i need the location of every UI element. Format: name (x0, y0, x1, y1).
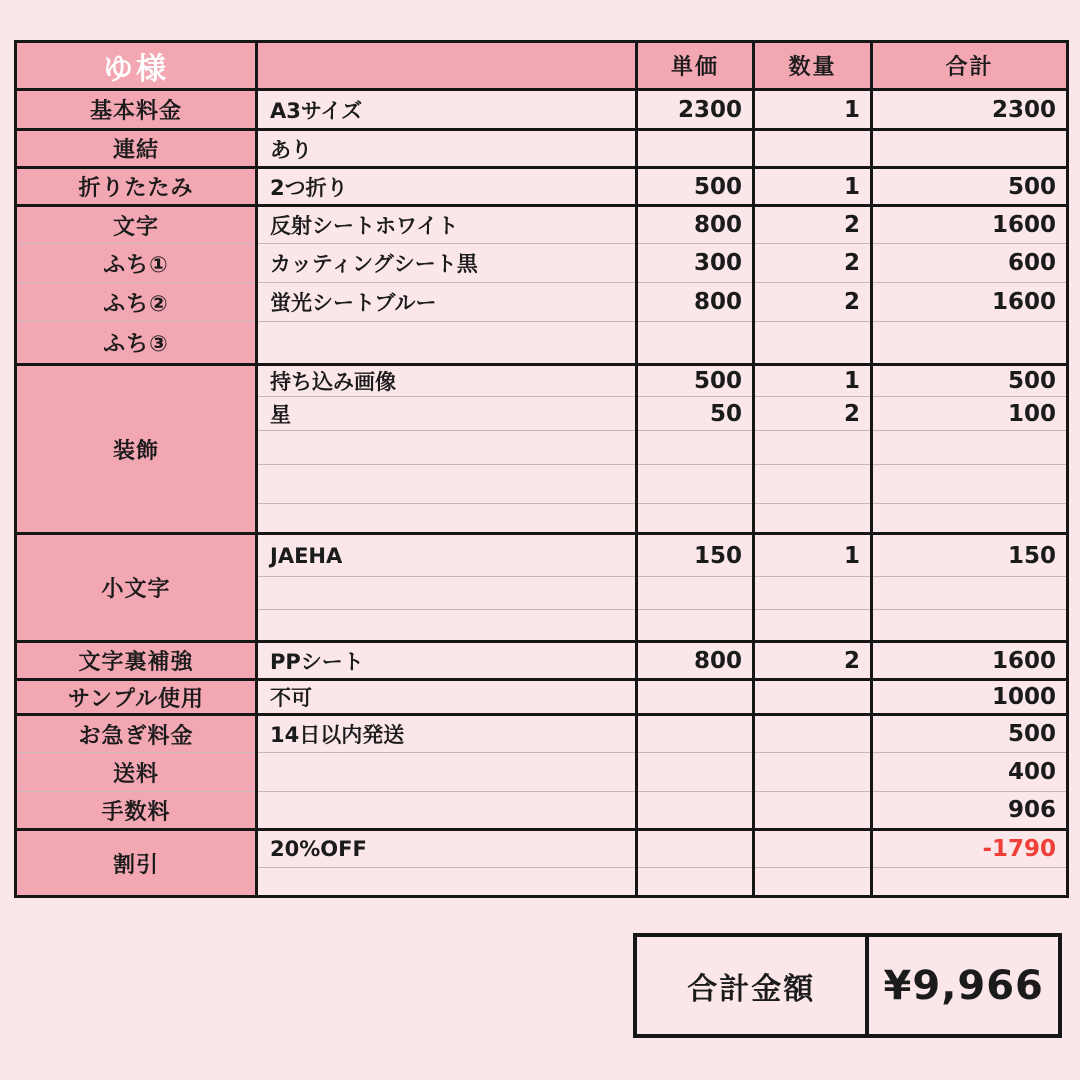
row-total: 500 (872, 365, 1068, 397)
grand-total-label: 合計金額 (637, 937, 869, 1034)
row-total: 1600 (872, 283, 1068, 322)
row-unit-price (637, 465, 754, 504)
row-qty (754, 465, 872, 504)
row-unit-price: 800 (637, 642, 754, 680)
row-desc (257, 465, 637, 504)
row-unit-price (637, 322, 754, 365)
row-qty (754, 753, 872, 792)
row-desc: カッティングシート黒 (257, 244, 637, 283)
grand-total-box (633, 933, 1062, 1038)
row-qty (754, 680, 872, 715)
row-qty: 2 (754, 397, 872, 431)
row-total (872, 504, 1068, 534)
row-unit-price (637, 715, 754, 753)
row-unit-price (637, 504, 754, 534)
row-qty: 1 (754, 168, 872, 206)
row-qty: 2 (754, 642, 872, 680)
row-label: 折りたたみ (16, 168, 257, 206)
row-label: ふち① (16, 244, 257, 283)
row-desc (257, 792, 637, 830)
row-total (872, 130, 1068, 168)
row-label: 文字裏補強 (16, 642, 257, 680)
col-header-quantity: 数量 (754, 42, 872, 90)
customer-name-cell: ゆ様 (16, 42, 257, 90)
row-unit-price (637, 130, 754, 168)
row-desc: 反射シートホワイト (257, 206, 637, 244)
row-desc: 星 (257, 397, 637, 431)
row-desc: 20%OFF (257, 830, 637, 868)
row-qty (754, 130, 872, 168)
row-total (872, 868, 1068, 897)
row-unit-price (637, 680, 754, 715)
row-unit-price: 50 (637, 397, 754, 431)
row-label: お急ぎ料金 (16, 715, 257, 753)
table-row (16, 642, 1068, 680)
row-label: 基本料金 (16, 90, 257, 130)
row-desc (257, 577, 637, 610)
row-qty: 2 (754, 206, 872, 244)
row-qty: 1 (754, 90, 872, 130)
row-unit-price (637, 431, 754, 465)
row-total: 500 (872, 715, 1068, 753)
row-label-group-discount: 割引 (16, 830, 257, 897)
row-desc (257, 610, 637, 642)
row-desc (257, 504, 637, 534)
row-desc: あり (257, 130, 637, 168)
row-qty (754, 868, 872, 897)
row-total: 100 (872, 397, 1068, 431)
row-unit-price (637, 792, 754, 830)
row-label: サンプル使用 (16, 680, 257, 715)
row-desc (257, 753, 637, 792)
row-unit-price: 150 (637, 534, 754, 577)
row-total (872, 431, 1068, 465)
row-total (872, 610, 1068, 642)
row-total: 600 (872, 244, 1068, 283)
table-row (16, 792, 1068, 830)
row-qty (754, 431, 872, 465)
row-label: ふち② (16, 283, 257, 322)
row-qty: 2 (754, 244, 872, 283)
row-desc: 2つ折り (257, 168, 637, 206)
col-header-description (257, 42, 637, 90)
row-unit-price (637, 830, 754, 868)
row-qty: 2 (754, 283, 872, 322)
row-total: 500 (872, 168, 1068, 206)
row-desc (257, 431, 637, 465)
row-label: 送料 (16, 753, 257, 792)
table-row (16, 206, 1068, 244)
row-unit-price (637, 868, 754, 897)
row-qty: 1 (754, 534, 872, 577)
row-total: 906 (872, 792, 1068, 830)
row-unit-price: 500 (637, 168, 754, 206)
row-unit-price: 300 (637, 244, 754, 283)
row-desc: 持ち込み画像 (257, 365, 637, 397)
row-label-group-decoration: 装飾 (16, 365, 257, 534)
row-label-group-small-letters: 小文字 (16, 534, 257, 642)
row-unit-price: 500 (637, 365, 754, 397)
row-qty (754, 715, 872, 753)
table-row (16, 534, 1068, 577)
row-label: ふち③ (16, 322, 257, 365)
price-table (14, 40, 1069, 898)
row-unit-price: 800 (637, 206, 754, 244)
col-header-unit-price: 単価 (637, 42, 754, 90)
table-row (16, 365, 1068, 397)
table-row (16, 830, 1068, 868)
row-desc: 蛍光シートブルー (257, 283, 637, 322)
row-desc (257, 322, 637, 365)
row-total (872, 465, 1068, 504)
row-unit-price (637, 610, 754, 642)
table-row (16, 680, 1068, 715)
row-desc (257, 868, 637, 897)
row-qty (754, 322, 872, 365)
row-desc: 14日以内発送 (257, 715, 637, 753)
row-total: 400 (872, 753, 1068, 792)
table-row (16, 168, 1068, 206)
table-row (16, 753, 1068, 792)
grand-total-value: ¥9,966 (883, 962, 1044, 1009)
row-unit-price (637, 577, 754, 610)
row-total-discount: -1790 (872, 830, 1068, 868)
table-row (16, 715, 1068, 753)
row-qty: 1 (754, 365, 872, 397)
row-desc: JAEHA (257, 534, 637, 577)
table-row (16, 130, 1068, 168)
row-label: 文字 (16, 206, 257, 244)
row-unit-price: 2300 (637, 90, 754, 130)
row-qty (754, 577, 872, 610)
row-total (872, 322, 1068, 365)
row-total: 2300 (872, 90, 1068, 130)
row-desc: A3サイズ (257, 90, 637, 130)
table-row (16, 322, 1068, 365)
row-total: 150 (872, 534, 1068, 577)
table-row (16, 90, 1068, 130)
row-qty (754, 830, 872, 868)
table-row (16, 283, 1068, 322)
col-header-total: 合計 (872, 42, 1068, 90)
row-total (872, 577, 1068, 610)
table-row (16, 244, 1068, 283)
row-unit-price: 800 (637, 283, 754, 322)
row-desc: PPシート (257, 642, 637, 680)
row-qty (754, 792, 872, 830)
row-total: 1600 (872, 642, 1068, 680)
row-desc: 不可 (257, 680, 637, 715)
row-qty (754, 610, 872, 642)
row-total: 1600 (872, 206, 1068, 244)
row-total: 1000 (872, 680, 1068, 715)
row-qty (754, 504, 872, 534)
row-label: 手数料 (16, 792, 257, 830)
row-label: 連結 (16, 130, 257, 168)
row-unit-price (637, 753, 754, 792)
